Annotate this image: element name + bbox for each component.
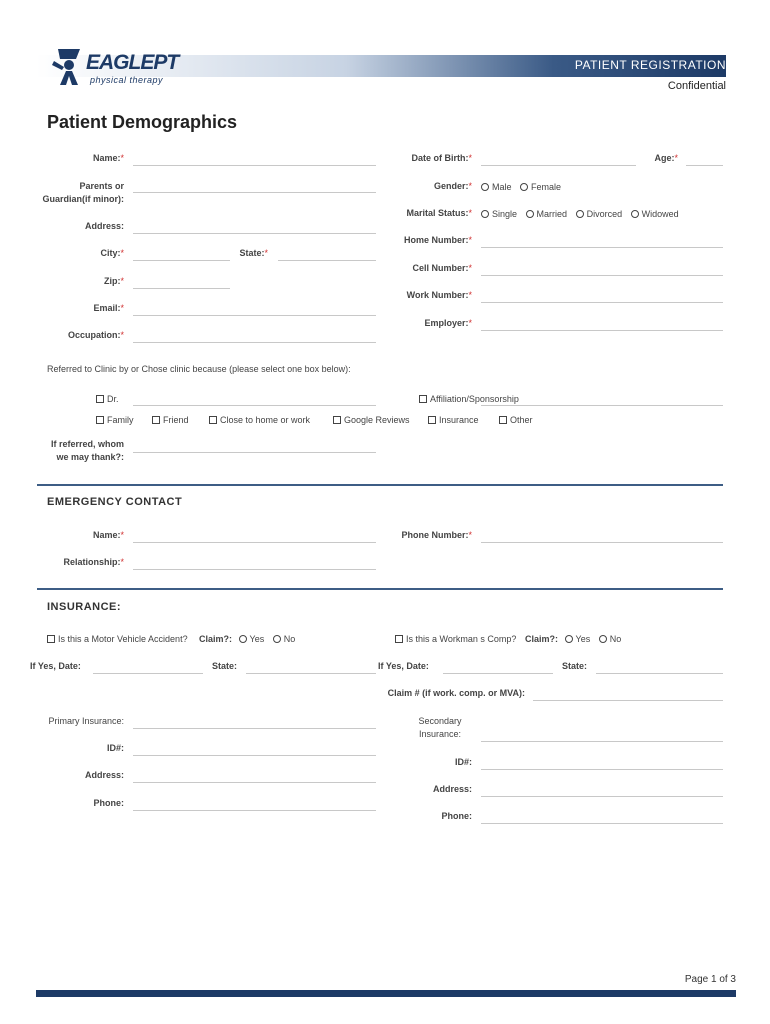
occupation-label: Occupation:*: [67, 330, 124, 340]
parents-guardian-field[interactable]: [133, 192, 376, 193]
claim-number-field[interactable]: [533, 700, 723, 701]
email-field[interactable]: [133, 315, 376, 316]
state-label: State:*: [239, 248, 268, 258]
referral-thank-label: If referred, whom we may thank?:: [50, 439, 124, 462]
gender-female-radio[interactable]: Female: [520, 182, 561, 192]
workcomp-claim-yes-radio[interactable]: Yes: [565, 634, 591, 644]
workcomp-state-field[interactable]: [596, 673, 723, 674]
state-field[interactable]: [278, 260, 376, 261]
footer-bar: [36, 990, 736, 997]
primary-phone-field[interactable]: [133, 810, 376, 811]
mva-date-field[interactable]: [93, 673, 203, 674]
secondary-address-label: Address:: [432, 784, 472, 794]
address-field[interactable]: [133, 233, 376, 234]
referral-dr-field[interactable]: [133, 405, 376, 406]
mva-state-label: State:: [211, 661, 237, 671]
employer-field[interactable]: [481, 330, 723, 331]
referral-affiliation-field[interactable]: [481, 405, 723, 406]
emergency-name-label: Name:*: [92, 530, 124, 540]
mva-date-label: If Yes, Date:: [30, 661, 81, 671]
logo: [52, 45, 192, 90]
age-label: Age:*: [654, 153, 678, 163]
confidential-label: Confidential: [667, 80, 726, 92]
mva-claim-no-radio[interactable]: No: [273, 634, 296, 644]
cell-number-field[interactable]: [481, 275, 723, 276]
primary-address-field[interactable]: [133, 782, 376, 783]
referral-family-checkbox[interactable]: Family: [96, 414, 134, 427]
email-label: Email:*: [93, 303, 124, 313]
workcomp-claim: [525, 633, 621, 646]
marital-divorced-radio[interactable]: Divorced: [576, 209, 623, 219]
logo-text: EAGLEPT: [86, 51, 179, 74]
page-number: Page 1 of 3: [684, 974, 736, 985]
work-number-label: Work Number:*: [406, 290, 472, 300]
mva-claim: [199, 633, 295, 646]
primary-address-label: Address:: [84, 770, 124, 780]
zip-field[interactable]: [133, 288, 230, 289]
workcomp-state-label: State:: [561, 661, 587, 671]
secondary-id-field[interactable]: [481, 769, 723, 770]
referral-prompt: Referred to Clinic by or Chose clinic because (please select one box below):: [47, 364, 351, 374]
city-field[interactable]: [133, 260, 230, 261]
emergency-contact-title: EMERGENCY CONTACT: [47, 496, 183, 508]
section-divider: [37, 484, 723, 486]
banner-title: PATIENT REGISTRATION: [574, 58, 726, 72]
mva-claim-label: Claim?:: [199, 634, 233, 644]
secondary-insurance-field[interactable]: [481, 741, 723, 742]
work-number-field[interactable]: [481, 302, 723, 303]
workcomp-claim-label: Claim?:: [525, 634, 559, 644]
city-label: City:*: [100, 248, 124, 258]
primary-insurance-field[interactable]: [133, 728, 376, 729]
primary-insurance-label: Primary Insurance:: [48, 716, 124, 726]
name-field[interactable]: [133, 165, 376, 166]
referral-close-to-home-checkbox[interactable]: Close to home or work: [209, 414, 310, 427]
marital-status-label: Marital Status:*: [406, 208, 472, 218]
parents-guardian-label: Parents or Guardian(if minor):: [42, 181, 124, 204]
zip-label: Zip:*: [103, 276, 124, 286]
section-divider: [37, 588, 723, 590]
secondary-address-field[interactable]: [481, 796, 723, 797]
workcomp-claim-no-radio[interactable]: No: [599, 634, 622, 644]
referral-affiliation-checkbox[interactable]: Affiliation/Sponsorship: [419, 393, 519, 406]
insurance-title: INSURANCE:: [47, 601, 122, 613]
workcomp-checkbox[interactable]: Is this a Workman s Comp?: [395, 633, 516, 646]
emergency-relationship-field[interactable]: [133, 569, 376, 570]
referral-dr-checkbox[interactable]: Dr.: [96, 393, 119, 406]
occupation-field[interactable]: [133, 342, 376, 343]
secondary-phone-field[interactable]: [481, 823, 723, 824]
primary-phone-label: Phone:: [93, 798, 124, 808]
marital-single-radio[interactable]: Single: [481, 209, 517, 219]
emergency-relationship-label: Relationship:*: [63, 557, 124, 567]
page-title: Patient Demographics: [47, 112, 238, 132]
claim-number-label: Claim # (if work. comp. or MVA):: [387, 688, 525, 698]
cell-number-label: Cell Number:*: [412, 263, 472, 273]
age-field[interactable]: [686, 165, 723, 166]
gender-label: Gender:*: [433, 181, 472, 191]
home-number-label: Home Number:*: [403, 235, 472, 245]
address-label: Address:: [84, 221, 124, 231]
dob-label: Date of Birth:*: [411, 153, 472, 163]
gender-options: [481, 181, 567, 194]
employer-label: Employer:*: [424, 318, 472, 328]
mva-checkbox[interactable]: Is this a Motor Vehicle Accident?: [47, 633, 188, 646]
name-label: Name:*: [92, 153, 124, 163]
referral-other-checkbox[interactable]: Other: [499, 414, 533, 427]
referral-insurance-checkbox[interactable]: Insurance: [428, 414, 479, 427]
logo-subtitle: physical therapy: [90, 75, 164, 85]
workcomp-date-label: If Yes, Date:: [378, 661, 429, 671]
secondary-insurance-label: Secondary Insurance:: [418, 716, 462, 739]
marital-married-radio[interactable]: Married: [526, 209, 568, 219]
emergency-name-field[interactable]: [133, 542, 376, 543]
emergency-phone-field[interactable]: [481, 542, 723, 543]
marital-options: [481, 208, 685, 221]
referral-google-reviews-checkbox[interactable]: Google Reviews: [333, 414, 410, 427]
primary-id-field[interactable]: [133, 755, 376, 756]
eagle-figure-icon: [52, 45, 86, 87]
workcomp-date-field[interactable]: [443, 673, 553, 674]
mva-state-field[interactable]: [246, 673, 376, 674]
home-number-field[interactable]: [481, 247, 723, 248]
referral-friend-checkbox[interactable]: Friend: [152, 414, 189, 427]
marital-widowed-radio[interactable]: Widowed: [631, 209, 679, 219]
secondary-id-label: ID#:: [454, 757, 472, 767]
dob-field[interactable]: [481, 165, 636, 166]
referral-thank-field[interactable]: [133, 452, 376, 453]
gender-male-radio[interactable]: Male: [481, 182, 512, 192]
emergency-phone-label: Phone Number:*: [401, 530, 472, 540]
secondary-phone-label: Phone:: [441, 811, 472, 821]
primary-id-label: ID#:: [106, 743, 124, 753]
mva-claim-yes-radio[interactable]: Yes: [239, 634, 265, 644]
